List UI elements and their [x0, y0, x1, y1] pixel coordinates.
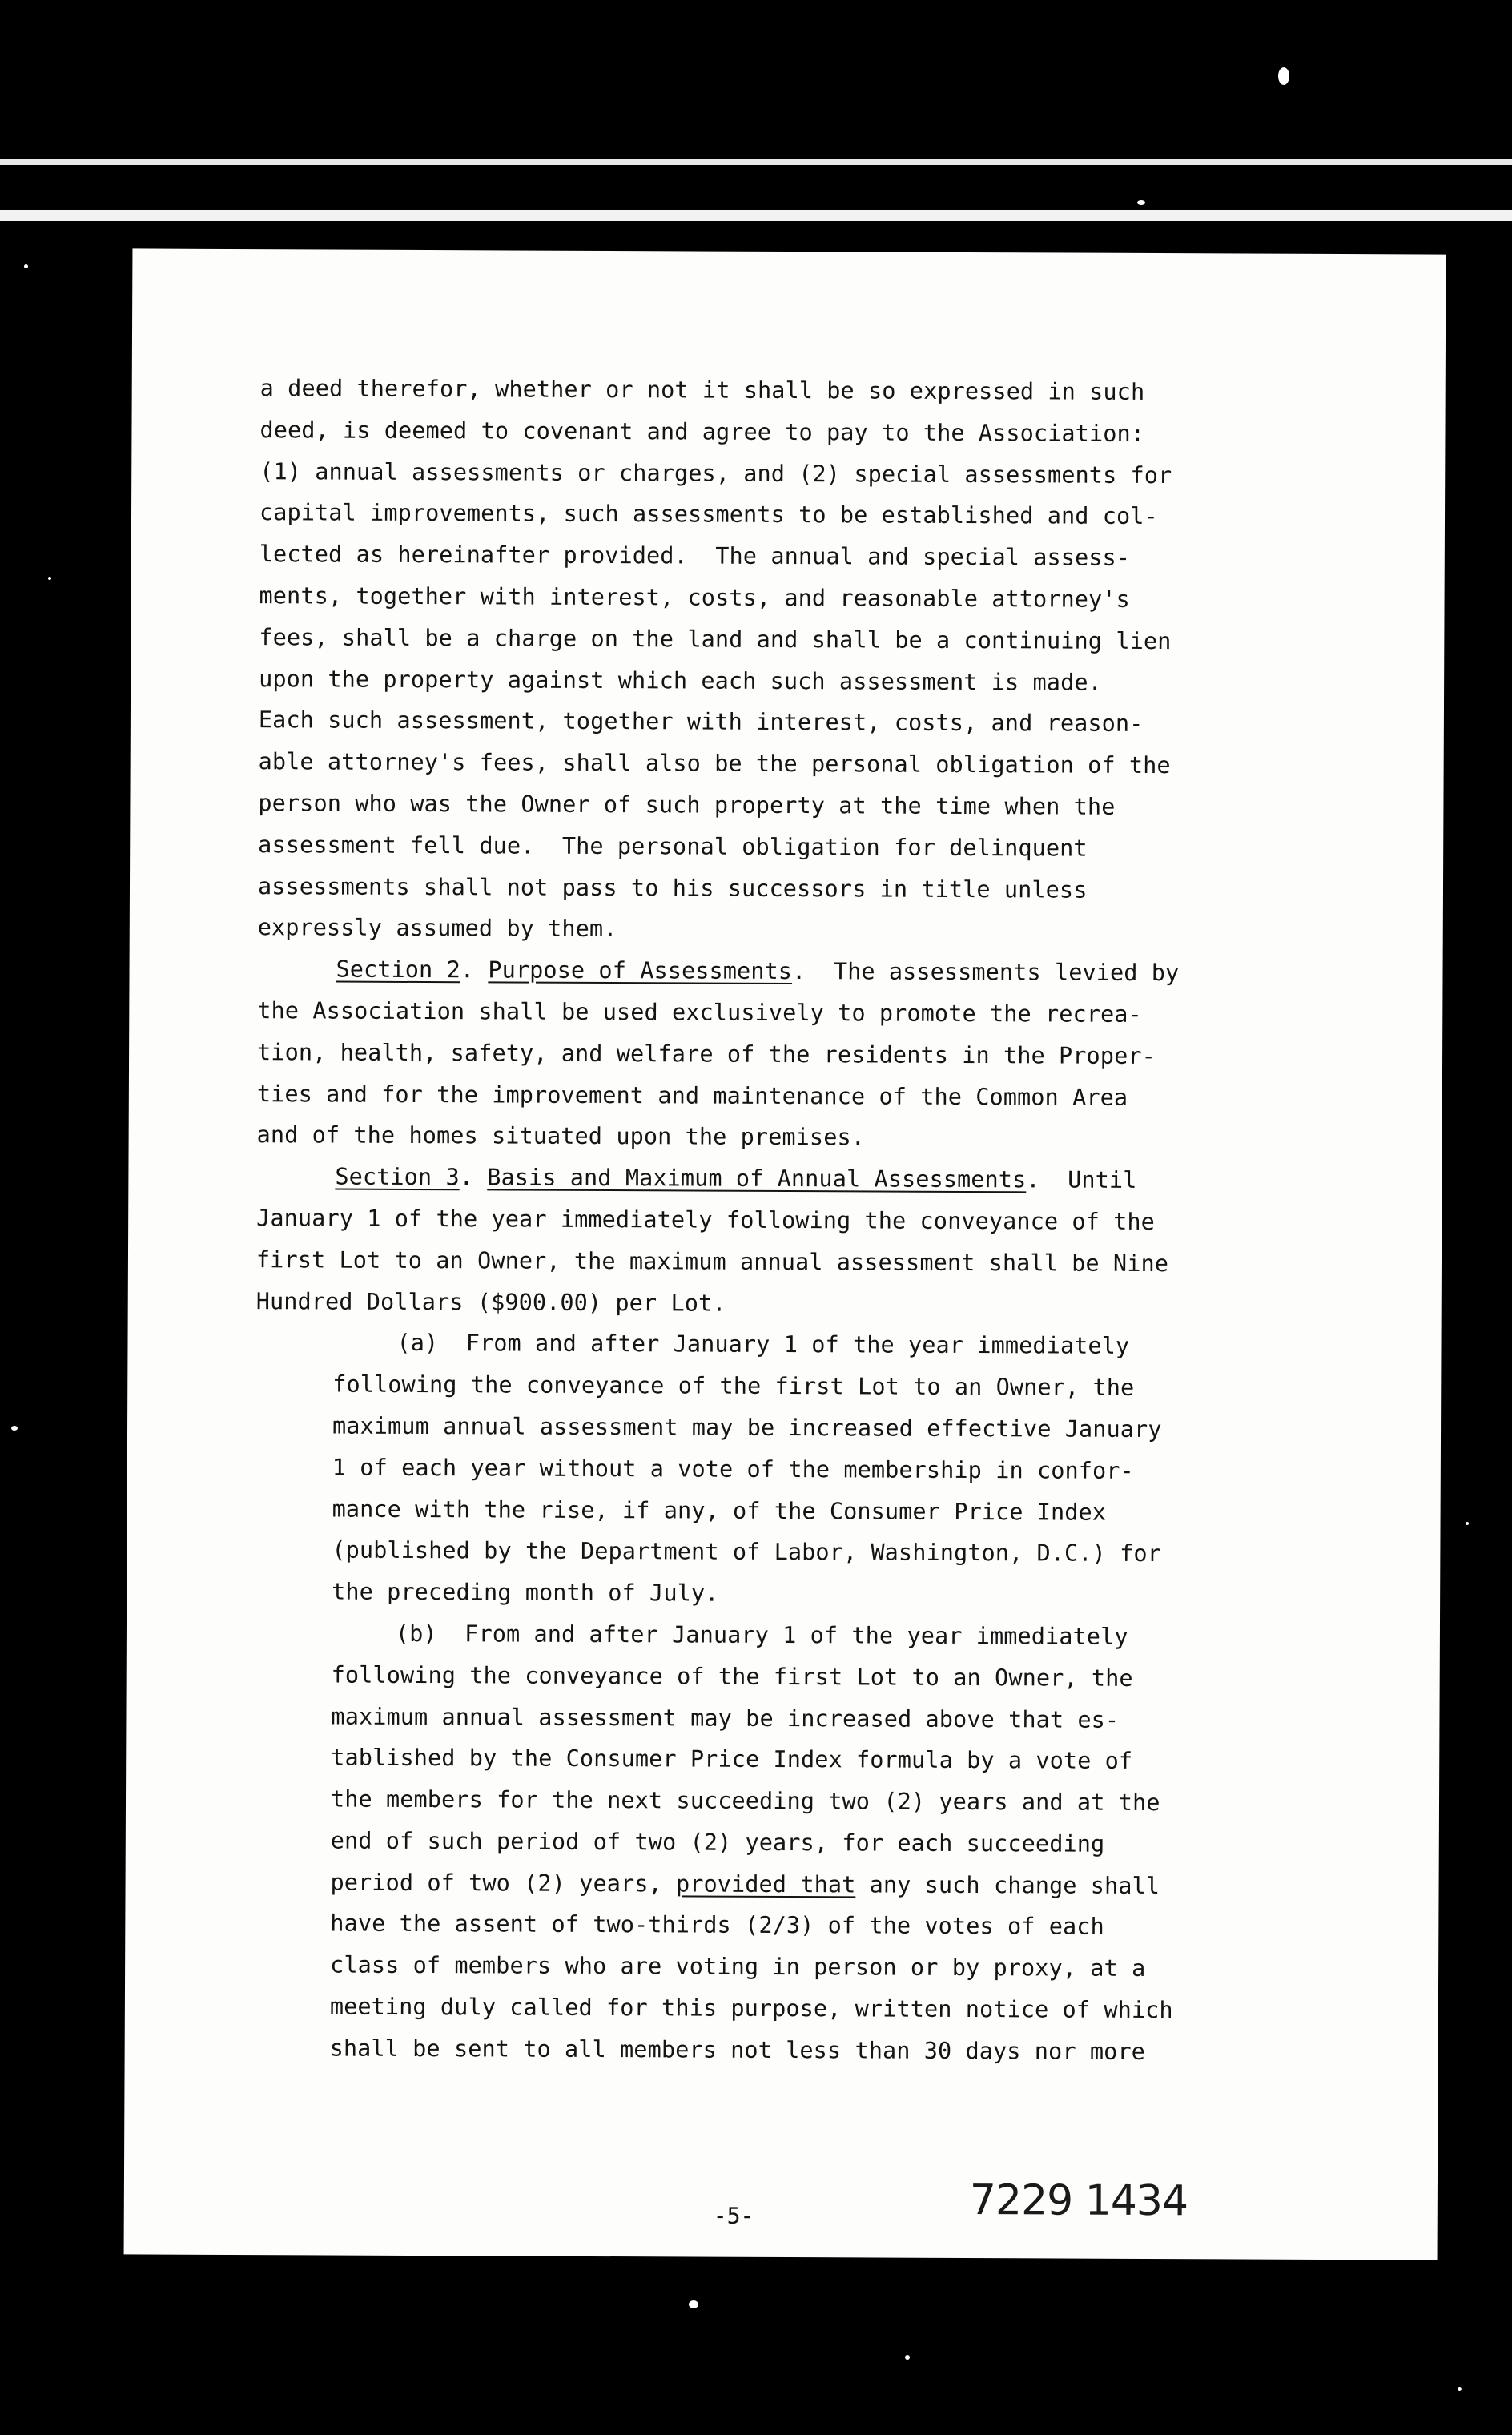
section-2-heading-line: Section 2. Purpose of Assessments. The assessments levied by [336, 956, 1180, 987]
text-line: January 1 of the year immediately following the conveyance of the [256, 1205, 1156, 1235]
proviso-prefix: period of two (2) years, [330, 1869, 677, 1898]
scan-speck [48, 577, 51, 580]
section-2-text: The assessments levied by [806, 958, 1180, 987]
text-line: tion, health, safety, and welfare of the residents in the Proper- [257, 1038, 1156, 1069]
section-3-label: Section 3 [335, 1163, 460, 1191]
text-line: and of the homes situated upon the premises. [256, 1121, 866, 1151]
text-line: tablished by the Consumer Price Index formula by a vote of [331, 1744, 1133, 1775]
scan-speck [24, 264, 28, 268]
text-line: maximum annual assessment may be increased effective January [332, 1412, 1162, 1443]
text-line: end of such period of two (2) years, for each succeeding [330, 1827, 1105, 1857]
text-line: (1) annual assessments or charges, and (2) special assessments for [259, 457, 1172, 489]
section-3-heading-line: Section 3. Basis and Maximum of Annual Assessments. Until [335, 1163, 1137, 1194]
text-line: have the assent of two-thirds (2/3) of the votes of each [330, 1910, 1104, 1941]
text-line: ments, together with interest, costs, and reasonable attorney's [259, 582, 1130, 613]
text-line: a deed therefor, whether or not it shall be so expressed in such [259, 375, 1145, 405]
text-line: ties and for the improvement and maintenance of the Common Area [256, 1080, 1128, 1111]
text-line: person who was the Owner of such property at the time when the [258, 790, 1116, 820]
text-line: deed, is deemed to covenant and agree to pay to the Association: [259, 416, 1145, 447]
page-number: -5- [713, 2202, 754, 2229]
scan-speck [905, 2355, 910, 2360]
section-2-label: Section 2 [336, 956, 460, 984]
text-line: the Association shall be used exclusively to promote the recrea- [257, 997, 1142, 1028]
section-3-title: Basis and Maximum of Annual Assessments [487, 1164, 1027, 1193]
text-line: lected as hereinafter provided. The annual and special assess- [259, 541, 1131, 572]
text-line: (published by the Department of Labor, Washington, D.C.) for [332, 1536, 1161, 1568]
text-line: mance with the rise, if any, of the Consumer Price Index [332, 1495, 1107, 1526]
text-line: Each such assessment, together with interest, costs, and reason- [258, 706, 1144, 738]
text-line: class of members who are voting in person or by proxy, at a [330, 1951, 1146, 1982]
text-line: able attorney's fees, shall also be the personal obligation of the [258, 748, 1171, 779]
text-line: following the conveyance of the first Lot to an Owner, the [332, 1370, 1135, 1402]
scan-speck [11, 1426, 18, 1431]
text-line: the preceding month of July. [332, 1578, 719, 1607]
text-line: assessments shall not pass to his successors in title unless [257, 872, 1088, 904]
scan-border-line [0, 159, 1512, 165]
document-page [124, 248, 1446, 2260]
text-line: first Lot to an Owner, the maximum annual assessment shall be Nine [255, 1246, 1169, 1277]
recording-stamp: 7229 1434 [969, 2176, 1188, 2226]
scan-speck [689, 2300, 698, 2308]
proviso-line [253, 1861, 1414, 1908]
subsection-b-first-line: (b) From and after January 1 of the year immediately [395, 1620, 1128, 1650]
scan-speck [1278, 67, 1289, 85]
text-line: expressly assumed by them. [257, 914, 617, 943]
text-line: the members for the next succeeding two (2) years and at the [330, 1785, 1160, 1817]
scan-speck [1458, 2387, 1462, 2391]
scan-speck [1137, 200, 1145, 205]
text-line: maximum annual assessment may be increased above that es- [331, 1703, 1120, 1733]
section-2-title: Purpose of Assessments [488, 956, 793, 985]
proviso-suffix: any such change shall [855, 1871, 1160, 1899]
proviso-underlined: provided that [675, 1870, 856, 1898]
scan-speck [1466, 1522, 1469, 1525]
scan-border-line [0, 210, 1512, 221]
text-line: fees, shall be a charge on the land and shall be a continuing lien [259, 623, 1172, 654]
text-line: assessment fell due. The personal obligation for delinquent [258, 831, 1088, 862]
text-line: capital improvements, such assessments to be established and col- [259, 499, 1158, 530]
text-line: upon the property against which each such assessment is made. [259, 665, 1102, 696]
text-line: following the conveyance of the first Lot to an Owner, the [331, 1661, 1133, 1692]
subsection-a-first-line: (a) From and after January 1 of the year immediately [396, 1330, 1130, 1360]
body-text [253, 368, 1422, 2074]
text-line: 1 of each year without a vote of the membership in confor- [332, 1454, 1134, 1484]
section-3-text: Until [1040, 1166, 1137, 1194]
text-line: meeting duly called for this purpose, written notice of which [329, 1993, 1173, 2024]
text-line: Hundred Dollars ($900.00) per Lot. [255, 1287, 726, 1317]
text-line: shall be sent to all members not less than 30 days nor more [329, 2035, 1145, 2065]
